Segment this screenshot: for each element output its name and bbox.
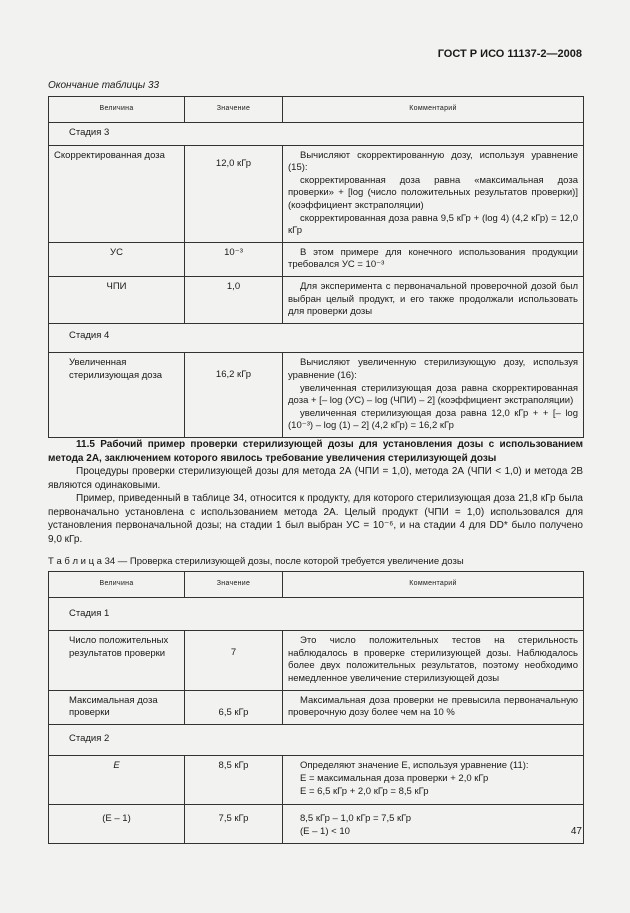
section-heading: 11.5 Рабочий пример проверки стерилизующей дозы для установления дозы с использованием метода 2А, заключением которого явилось требование увеличения стерилизующей дозы	[48, 439, 583, 464]
comment-line: увеличенная стерилизующая доза равна скорректированная доза + [– log (УС) – log (ЧПИ) – 2] (коэффициент экстраполяции)	[288, 382, 578, 407]
table34-title: Т а б л и ц а 34 — Проверка стерилизующей дозы, после которой требуется увеличение дозы	[48, 556, 464, 567]
comment-line: Максимальная доза проверки не превысила первоначальную проверочную дозу более чем на 10 %	[288, 694, 578, 719]
column-header: Значение	[185, 572, 283, 598]
value-cell: 7	[185, 631, 283, 690]
table-row	[49, 242, 584, 276]
stage-row	[49, 597, 584, 631]
stage-label: Стадия 1	[49, 597, 584, 631]
table-row	[49, 353, 584, 438]
table-row	[49, 631, 584, 690]
table-row	[49, 805, 584, 843]
stage-row	[49, 724, 584, 756]
quantity-cell: УС	[49, 242, 185, 276]
page-number: 47	[570, 826, 582, 837]
comment-cell	[283, 631, 584, 690]
comment-line: Вычисляют скорректированную дозу, используя уравнение (15):	[288, 149, 578, 174]
comment-line: Это число положительных тестов на стерильность наблюдалось в проверке стерилизующей дозы. Наблюдалось более двух положительных результатов, поэтому необходимо немедленное увеличение стерилизующей дозы	[288, 635, 578, 684]
comment-cell	[283, 805, 584, 843]
comment-line: E = 6,5 кГр + 2,0 кГр = 8,5 кГр	[300, 785, 429, 797]
comment-cell	[283, 756, 584, 805]
quantity-cell: Увеличенная стерилизующая доза	[49, 353, 185, 438]
table-row	[49, 690, 584, 724]
table33-caption: Окончание таблицы 33	[48, 80, 160, 91]
value-cell: 7,5 кГр	[185, 805, 283, 843]
value-cell: 16,2 кГр	[185, 353, 283, 438]
paragraph: Процедуры проверки стерилизующей дозы для метода 2А (ЧПИ = 1,0), метода 2А (ЧПИ < 1,0) и метода 2В являются одинаковыми.	[48, 466, 583, 491]
column-header: Величина	[49, 97, 185, 123]
quantity-cell: ЧПИ	[49, 276, 185, 323]
comment-cell	[283, 353, 584, 438]
stage-label: Стадия 2	[49, 724, 584, 756]
value-cell: 8,5 кГр	[185, 756, 283, 805]
column-header: Величина	[49, 572, 185, 598]
value-cell: 10⁻³	[185, 242, 283, 276]
column-header: Комментарий	[283, 572, 584, 598]
table-row	[49, 756, 584, 805]
comment-cell	[283, 690, 584, 724]
stage-label: Стадия 4	[49, 323, 584, 353]
value-cell: 12,0 кГр	[185, 145, 283, 242]
comment-line: увеличенная стерилизующая доза равна 12,0 кГр + + [– log (10⁻³) – log (1) – 2] (4,2 кГр) = 16,2 кГр	[288, 407, 578, 432]
table-row	[49, 145, 584, 242]
stage-label: Стадия 3	[49, 122, 584, 145]
comment-line: E = максимальная доза проверки + 2,0 кГр	[300, 772, 489, 784]
table-34	[48, 571, 584, 844]
standard-code: ГОСТ Р ИСО 11137-2—2008	[437, 48, 582, 60]
column-header: Комментарий	[283, 97, 584, 123]
comment-line: скорректированная доза равна 9,5 кГр + (log 4) (4,2 кГр) = 12,0 кГр	[288, 212, 578, 237]
column-header: Значение	[185, 97, 283, 123]
comment-line: Определяют значение E, используя уравнение (11):	[300, 760, 529, 772]
comment-cell	[283, 242, 584, 276]
paragraph: Пример, приведенный в таблице 34, относится к продукту, для которого стерилизующая доза 21,8 кГр была первоначально установлена с использованием метода 2А. Целый продукт (ЧПИ = 1,0) использовался для установления первоначальной дозы; на стадии 1 был выбран УС = 10⁻⁶, и на стадии 4 для DD* было получено 9,0 кГр.	[48, 493, 583, 545]
table-row	[49, 276, 584, 323]
value-cell: 6,5 кГр	[185, 690, 283, 724]
quantity-cell: Число положительных результатов проверки	[49, 631, 185, 690]
comment-line: скорректированная доза равна «максимальная доза проверки» + [log (число положительных результатов проверки)] (коэффициент экстраполяции)	[288, 174, 578, 211]
table-header-row	[49, 97, 584, 123]
comment-line: Для эксперимента с первоначальной проверочной дозой был выбран целый продукт, и его также продолжали использовать для проверки дозы	[288, 280, 578, 318]
quantity-cell: Скорректированная доза	[49, 145, 185, 242]
comment-line: (E – 1) < 10	[300, 825, 350, 837]
stage-row	[49, 122, 584, 145]
section-text	[48, 438, 583, 546]
comment-line: 8,5 кГр – 1,0 кГр = 7,5 кГр	[300, 813, 412, 825]
comment-cell	[283, 145, 584, 242]
table-header-row	[49, 572, 584, 598]
stage-row	[49, 323, 584, 353]
quantity-cell: E	[49, 756, 185, 805]
quantity-cell: Максимальная доза проверки	[49, 690, 185, 724]
comment-line: В этом примере для конечного использования продукции требовался УС = 10⁻³	[288, 246, 578, 271]
comment-line: Вычисляют увеличенную стерилизующую дозу, используя уравнение (16):	[288, 357, 578, 381]
quantity-cell: (E – 1)	[49, 805, 185, 843]
comment-cell	[283, 276, 584, 323]
value-cell: 1,0	[185, 276, 283, 323]
table-33	[48, 96, 584, 438]
